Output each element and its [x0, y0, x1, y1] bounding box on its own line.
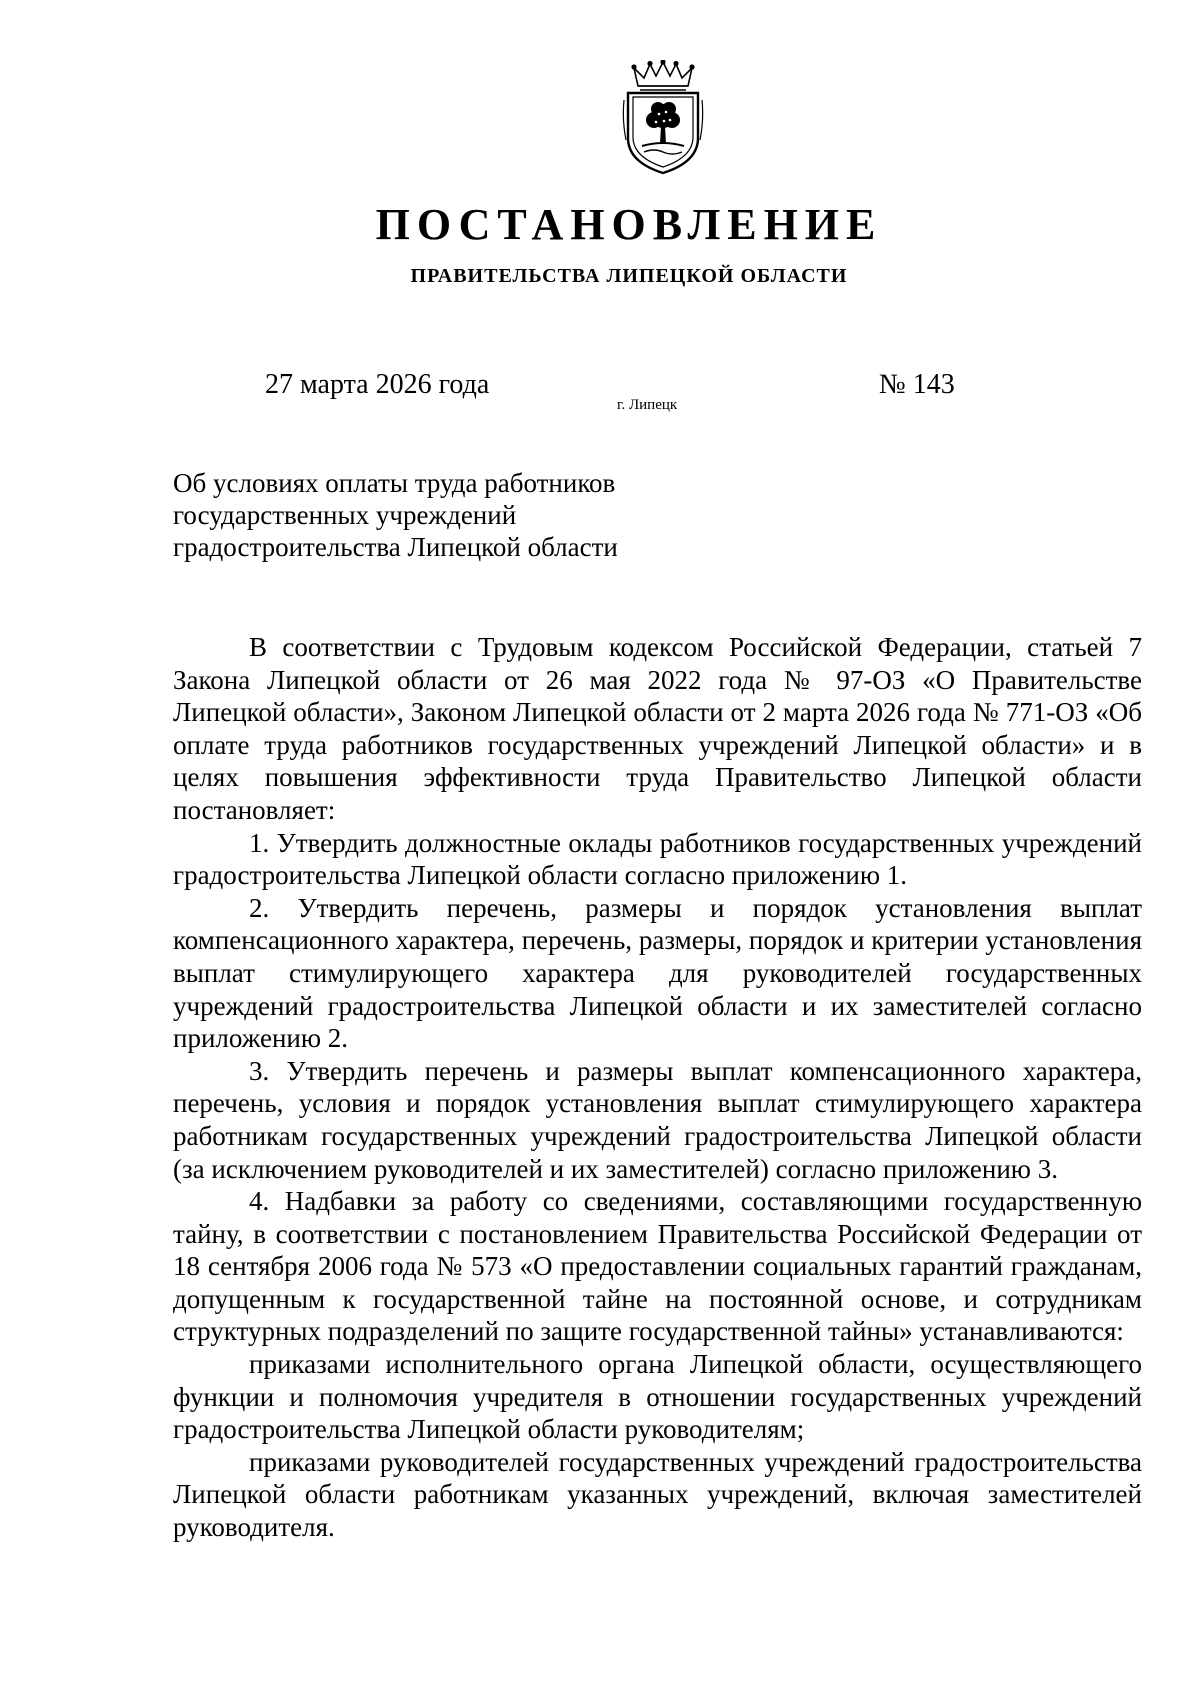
document-type-title: ПОСТАНОВЛЕНИЕ	[375, 200, 883, 249]
body-paragraph-subitem-1: приказами исполнительного органа Липецкой области, осуществляющего функции и полномочия учредителя в отношении государственных учреждений градостроительства Липецкой области руководителям;	[173, 1349, 1142, 1445]
coat-of-arms-emblem	[620, 60, 706, 176]
subject-line: государственных учреждений	[173, 500, 517, 530]
document-date: 27 марта 2026 года	[265, 369, 490, 400]
body-paragraph-item-3: 3. Утвердить перечень и размеры выплат компенсационного характера, перечень, условия и порядок установления выплат стимулирующего характера работникам государственных учреждений градостроительства Липецкой области (за исключением руководителей и их заместителей) согласно приложению 3.	[173, 1055, 1142, 1184]
document-subject	[173, 467, 618, 563]
document-number: № 143	[879, 369, 955, 400]
document-city: г. Липецк	[617, 397, 678, 413]
document-body	[173, 631, 1142, 1544]
body-paragraph-item-4: 4. Надбавки за работу со сведениями, составляющими государственную тайну, в соответствии с постановлением Правительства Российской Федерации от 18 сентября 2006 года № 573 «О предоставлении социальных гарантий гражданам, допущенным к государственной тайне на постоянной основе, и сотрудникам структурных подразделений по защите государственной тайны» устанавливаются:	[173, 1186, 1142, 1347]
body-paragraph-preamble: В соответствии с Трудовым кодексом Российской Федерации, статьей 7 Закона Липецкой области от 26 мая 2022 года № 97-ОЗ «О Правительстве Липецкой области», Законом Липецкой области от 2 марта 2026 года № 771-ОЗ «Об оплате труда работников государственных учреждений Липецкой области» и в целях повышения эффективности труда Правительство Липецкой области постановляет:	[173, 632, 1142, 825]
subject-line: градостроительства Липецкой области	[173, 532, 618, 562]
body-paragraph-item-1: 1. Утвердить должностные оклады работников государственных учреждений градостроительства Липецкой области согласно приложению 1.	[173, 827, 1142, 891]
body-paragraph-item-2: 2. Утвердить перечень, размеры и порядок установления выплат компенсационного характера, перечень, размеры, порядок и критерии установления выплат стимулирующего характера для руководителей государственных учреждений градостроительства Липецкой области и их заместителей согласно приложению 2.	[173, 892, 1142, 1054]
issuing-authority: ПРАВИТЕЛЬСТВА ЛИПЕЦКОЙ ОБЛАСТИ	[410, 265, 848, 287]
subject-line: Об условиях оплаты труда работников	[173, 468, 616, 498]
body-paragraph-subitem-2: приказами руководителей государственных учреждений градостроительства Липецкой области работникам указанных учреждений, включая заместителей руководителя.	[173, 1446, 1142, 1543]
